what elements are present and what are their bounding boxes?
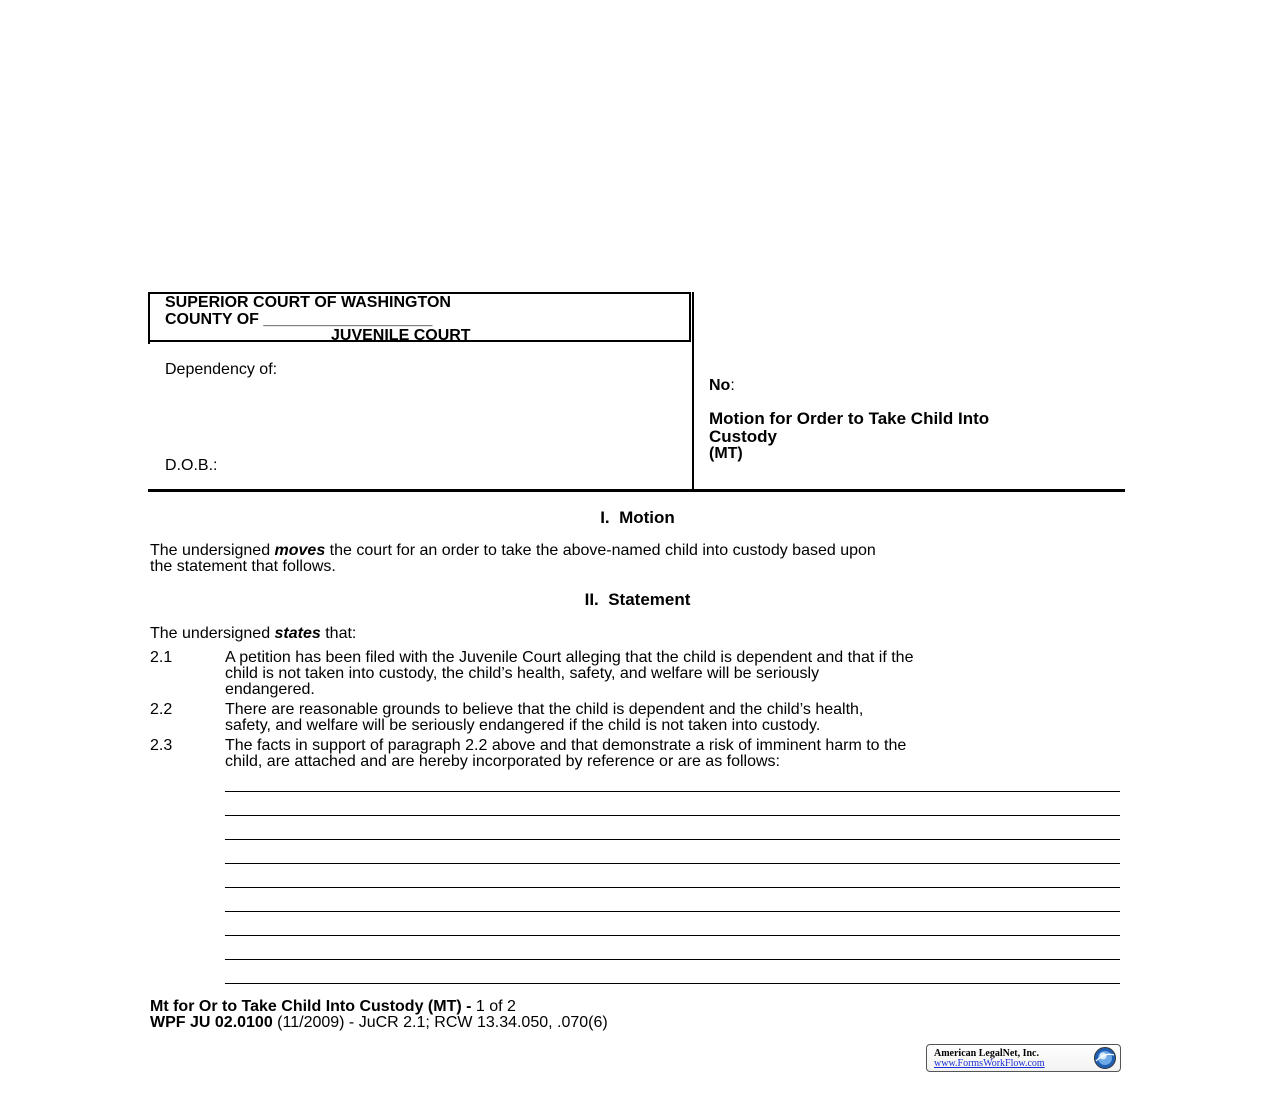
facts-blank-line[interactable] [225,983,1120,984]
case-number [709,377,735,394]
facts-blank-line[interactable] [225,911,1120,912]
statement-emphasis: states [274,625,321,642]
dob-label: D.O.B.: [165,457,218,474]
motion-text-pre: The undersigned [150,542,275,559]
item-2-1-line3: endangered. [225,681,315,698]
item-number-2-1: 2.1 [150,649,173,666]
juvenile-court-label: JUVENILE COURT [331,327,471,344]
caption-bottom-rule [148,489,1125,492]
item-2-1-line1: A petition has been filed with the Juvenile Court alleging that the child is dependent and that if the [225,649,914,666]
logo-url-link[interactable]: www.FormsWorkFlow.com [934,1058,1045,1069]
statement-text-post: that: [320,625,357,642]
document-title-line2: Custody [709,427,777,446]
facts-blank-line[interactable] [225,935,1120,936]
motion-paragraph-line1 [150,542,876,559]
dependency-label: Dependency of: [165,361,278,378]
section-statement-heading: II. Statement [584,590,691,609]
case-number-colon: : [730,377,735,394]
item-2-3-line2: child, are attached and are hereby incorporated by reference or are as follows: [225,753,780,770]
motion-emphasis: moves [274,542,326,559]
statement-text-pre: The undersigned [150,625,275,642]
footer-form-id [150,1014,608,1031]
section-motion-heading: I. Motion [600,508,675,527]
facts-blank-line[interactable] [225,959,1120,960]
case-number-label: No [709,377,731,394]
footer-title [150,998,516,1015]
globe-icon [1093,1046,1117,1070]
facts-blank-line[interactable] [225,839,1120,840]
footer-page-number: 1 of 2 [471,998,516,1015]
motion-paragraph-line2: the statement that follows. [150,558,336,575]
item-number-2-3: 2.3 [150,737,173,754]
logo-company-name: American LegalNet, Inc. [934,1048,1039,1059]
document-code: (MT) [709,445,743,462]
footer-title-bold: Mt for Or to Take Child Into Custody (MT) - [150,998,472,1015]
footer-form-number: WPF JU 02.0100 [150,1014,273,1031]
county-line: COUNTY OF ___________________ [165,311,433,328]
facts-blank-line[interactable] [225,863,1120,864]
facts-blank-line[interactable] [225,887,1120,888]
document-title-line1: Motion for Order to Take Child Into [709,409,990,428]
facts-blank-line[interactable] [225,815,1120,816]
item-2-1-line2: child is not taken into custody, the child’s health, safety, and welfare will be seriously [225,665,820,682]
caption-left-border [148,292,150,344]
item-2-2-line2: safety, and welfare will be seriously endangered if the child is not taken into custody. [225,717,821,734]
motion-text-post: the court for an order to take the above-named child into custody based upon [325,542,876,559]
caption-divider [692,292,694,491]
item-2-3-line1: The facts in support of paragraph 2.2 above and that demonstrate a risk of imminent harm to the [225,737,907,754]
footer-form-citation: (11/2009) - JuCR 2.1; RCW 13.34.050, .070(6) [272,1014,608,1031]
facts-blank-line[interactable] [225,791,1120,792]
statement-intro [150,625,356,642]
item-number-2-2: 2.2 [150,701,173,718]
court-name: SUPERIOR COURT OF WASHINGTON [165,294,451,311]
american-legalnet-logo[interactable] [926,1044,1121,1072]
item-2-2-line1: There are reasonable grounds to believe that the child is dependent and the child’s health, [225,701,864,718]
